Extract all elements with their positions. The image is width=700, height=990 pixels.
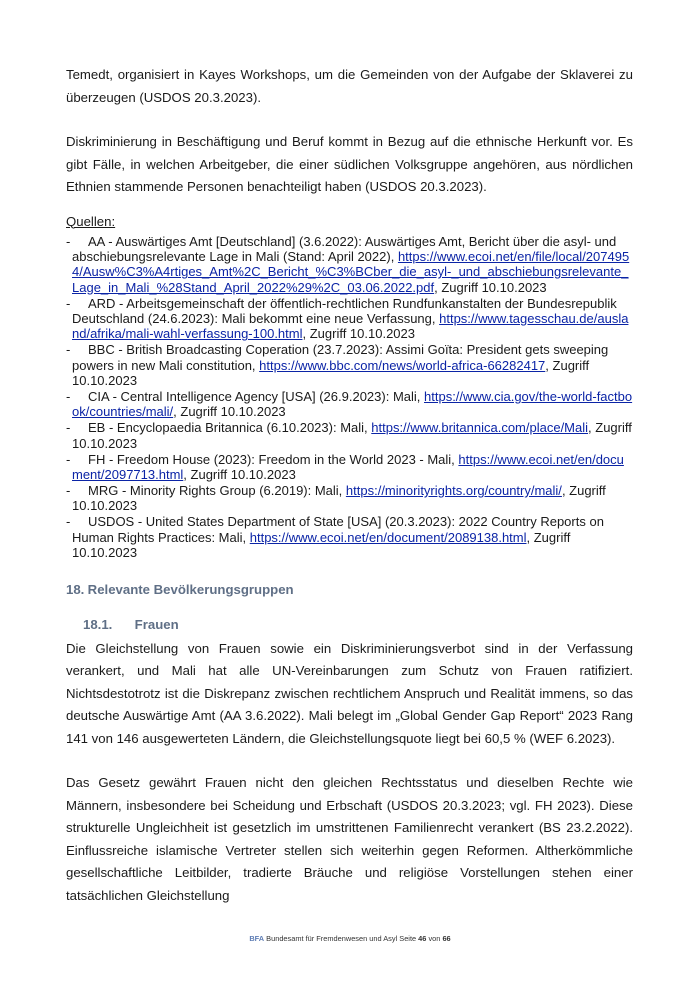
source-access-date: , Zugriff 10.10.2023 (434, 279, 547, 295)
subsection-title: Frauen (134, 616, 179, 632)
list-dash: - (66, 295, 71, 311)
list-dash: - (66, 389, 71, 405)
subsection-number: 18.1. (83, 616, 113, 632)
list-dash: - (66, 483, 71, 498)
source-text: MRG - Minority Rights Group (6.2019): Mali, (88, 483, 346, 498)
source-item (66, 514, 633, 560)
source-link[interactable]: https://www.bbc.com/news/world-africa-66282417 (259, 357, 546, 373)
section-title: Relevante Bevölkerungsgruppen (87, 581, 294, 597)
page-footer (0, 934, 700, 943)
source-body (72, 296, 633, 342)
footer-brand: BFA (249, 934, 265, 943)
footer-text: Bundesamt für Fremdenwesen und Asyl Seite (264, 934, 419, 943)
source-access-date: , Zugriff 10.10.2023 (72, 357, 590, 389)
list-dash: - (66, 451, 71, 467)
body-paragraph: Temedt, organisiert in Kayes Workshops, um die Gemeinden von der Aufgabe der Sklaverei zu überzeugen (USDOS 20.3.2023). (66, 67, 633, 105)
footer-total-pages: 66 (442, 934, 451, 943)
body-paragraph: Die Gleichstellung von Frauen sowie ein Diskriminierungsverbot sind in der Verfassung verankert, und Mali hat alle UN-Vereinbarungen zum Schutz von Frauen ratifiziert. Nichtsdestotrotz ist die Diskrepanz zwischen rechtlichem Anspruch und Realität immens, so das deutsche Auswärtige Amt (AA 3.6.2022). Mali belegt im „Global Gender Gap Report“ 2023 Rang 141 von 146 ausgewerteten Ländern, die Gleichstellungsquote liegt bei 60,5 % (WEF 6.2023). (66, 640, 633, 746)
source-text: FH - Freedom House (2023): Freedom in the World 2023 - Mali, (88, 451, 459, 467)
source-body (72, 389, 633, 420)
list-dash: - (66, 420, 71, 436)
body-paragraph: Das Gesetz gewährt Frauen nicht den gleichen Rechtsstatus und dieselben Rechte wie Männern, insbesondere bei Scheidung und Erbschaft (USDOS 20.3.2023; vgl. FH 2023). Diese strukturelle Ungleichheit ist gesetzlich im umstrittenen Familienrecht verankert (BS 23.2.2022). Einflussreiche islamische Vertreter stellen sich weiterhin gegen Reformen. Altherkömmliche gesellschaftliche Leitbilder, tradierte Bräuche und religiöse Vorstellungen stehen einer tatsächlichen Gleichstellung (66, 775, 633, 903)
section-heading (66, 581, 633, 599)
source-item (66, 452, 633, 483)
source-text: AA - Auswärtiges Amt [Deutschland] (3.6.2022): Auswärtiges Amt, Bericht über die asyl- und abschiebungsrelevante Lage in Mali (Stand: April 2022), (72, 233, 617, 264)
subsection-heading (83, 616, 633, 634)
source-access-date: , Zugriff 10.10.2023 (173, 404, 286, 420)
source-item (66, 296, 633, 342)
source-link[interactable]: https://www.ecoi.net/en/document/2097713.html (72, 451, 624, 483)
source-text: CIA - Central Intelligence Agency [USA] (26.9.2023): Mali, (88, 389, 425, 405)
source-item (66, 389, 633, 420)
body-paragraph: Diskriminierung in Beschäftigung und Beruf kommt in Bezug auf die ethnische Herkunft vor. Es gibt Fälle, in welchen Arbeitgeber, die einer südlichen Volksgruppe angehören, aus nördlichen Ethnien stammende Personen benachteiligt haben (USDOS 20.3.2023). (66, 134, 633, 194)
source-text: USDOS - United States Department of State [USA] (20.3.2023): 2022 Country Reports on Human Rights Practices: Mali, (72, 514, 604, 545)
source-access-date: , Zugriff 10.10.2023 (72, 420, 632, 451)
source-access-date: , Zugriff 10.10.2023 (302, 326, 415, 342)
source-body (72, 420, 633, 451)
source-text: EB - Encyclopaedia Britannica (6.10.2023): Mali, (88, 420, 372, 436)
section-number: 18. (66, 581, 85, 597)
source-link[interactable]: https://www.tagesschau.de/ausland/afrika/mali-wahl-verfassung-100.html (72, 311, 629, 342)
list-dash: - (66, 233, 71, 249)
source-access-date: , Zugriff 10.10.2023 (183, 467, 296, 483)
footer-page-number: 46 (418, 934, 427, 943)
source-body (72, 452, 633, 483)
source-body (72, 514, 633, 560)
sources-heading: Quellen: (66, 213, 116, 229)
source-item (66, 483, 633, 514)
list-dash: - (66, 514, 71, 530)
source-access-date: , Zugriff 10.10.2023 (72, 483, 606, 514)
source-body (72, 234, 633, 296)
list-dash: - (66, 342, 71, 358)
source-link[interactable]: https://www.ecoi.net/en/file/local/2074954/Ausw%C3%A4rtiges_Amt%2C_Bericht_%C3%BCber_die_asyl-_und_abschiebungsrelevante_Lage_in_Mali_%28Stand_April_2022%29%2C_03.06.2022.pdf (72, 248, 630, 295)
source-link[interactable]: https://www.ecoi.net/en/document/2089138.html (249, 529, 527, 545)
source-body (72, 483, 633, 514)
source-item (66, 234, 633, 296)
source-link[interactable]: https://www.cia.gov/the-world-factbook/countries/mali/ (72, 389, 633, 420)
document-page (66, 62, 633, 907)
source-access-date: , Zugriff 10.10.2023 (72, 529, 571, 561)
source-link[interactable]: https://www.britannica.com/place/Mali (371, 420, 589, 436)
source-text: BBC - British Broadcasting Coperation (23.7.2023): Assimi Goïta: President gets sweeping powers in new Mali constitution, (72, 342, 609, 373)
footer-of: von (426, 934, 443, 943)
source-body (72, 342, 633, 388)
source-item (66, 342, 633, 388)
source-link[interactable]: https://minorityrights.org/country/mali/ (345, 483, 562, 498)
source-text: ARD - Arbeitsgemeinschaft der öffentlich-rechtlichen Rundfunkanstalten der Bundesrepublik Deutschland (24.6.2023): Mali bekommt eine neue Verfassung, (72, 295, 617, 327)
sources-list (66, 234, 633, 561)
source-item (66, 420, 633, 451)
